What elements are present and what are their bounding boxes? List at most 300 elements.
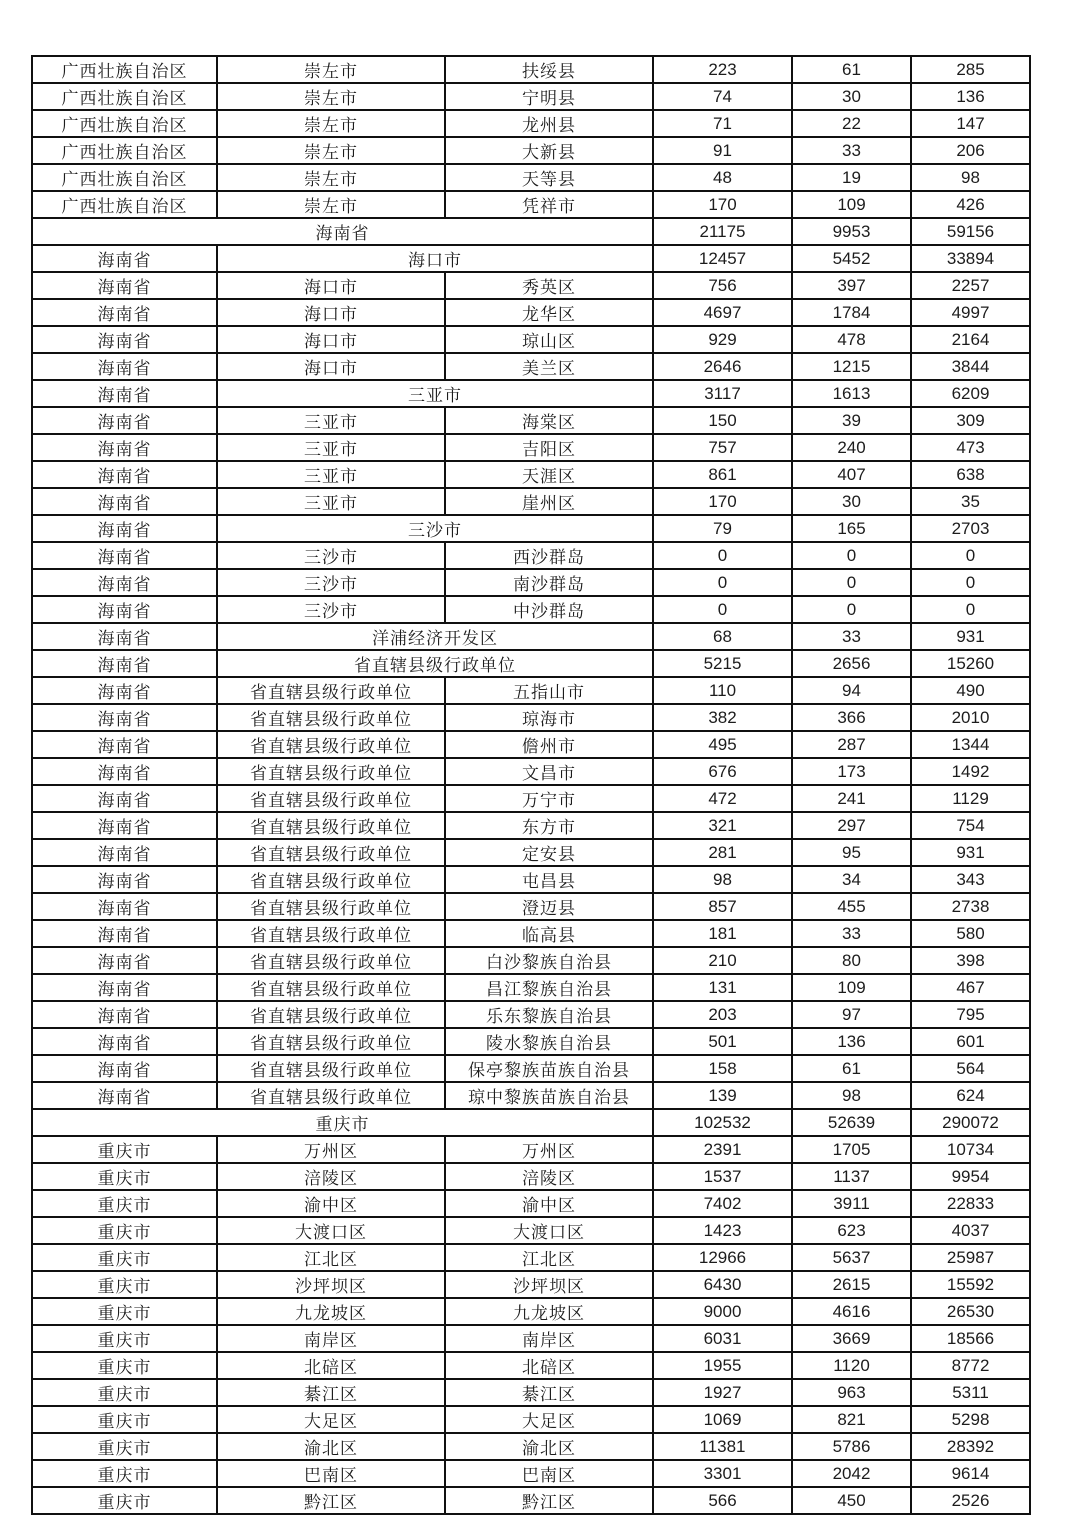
city-cell: 海口市 — [217, 299, 445, 326]
city-cell: 黔江区 — [217, 1487, 445, 1514]
value-col2-cell: 5786 — [792, 1433, 911, 1460]
table-row — [32, 353, 1030, 380]
value-col3-cell: 426 — [911, 191, 1030, 218]
city-cell: 崇左市 — [217, 137, 445, 164]
city-cell: 省直辖县级行政单位 — [217, 1028, 445, 1055]
table-row — [32, 974, 1030, 1001]
table-row — [32, 650, 1030, 677]
county-cell: 海棠区 — [445, 407, 653, 434]
value-col1-cell: 857 — [653, 893, 792, 920]
value-col1-cell: 181 — [653, 920, 792, 947]
city-cell: 三沙市 — [217, 596, 445, 623]
value-col3-cell: 98 — [911, 164, 1030, 191]
value-col2-cell: 97 — [792, 1001, 911, 1028]
value-col3-cell: 754 — [911, 812, 1030, 839]
county-cell: 大足区 — [445, 1406, 653, 1433]
city-cell: 省直辖县级行政单位 — [217, 677, 445, 704]
value-col3-cell: 601 — [911, 1028, 1030, 1055]
value-col3-cell: 2703 — [911, 515, 1030, 542]
table-row — [32, 299, 1030, 326]
city-cell: 綦江区 — [217, 1379, 445, 1406]
city-cell: 大渡口区 — [217, 1217, 445, 1244]
value-col3-cell: 2010 — [911, 704, 1030, 731]
value-col3-cell: 10734 — [911, 1136, 1030, 1163]
county-cell: 五指山市 — [445, 677, 653, 704]
city-cell: 省直辖县级行政单位 — [217, 812, 445, 839]
value-col1-cell: 3117 — [653, 380, 792, 407]
table-row — [32, 1352, 1030, 1379]
county-cell: 白沙黎族自治县 — [445, 947, 653, 974]
province-cell: 海南省 — [32, 488, 217, 515]
value-col2-cell: 109 — [792, 974, 911, 1001]
city-cell: 省直辖县级行政单位 — [217, 704, 445, 731]
value-col1-cell: 929 — [653, 326, 792, 353]
table-row — [32, 542, 1030, 569]
province-cell: 重庆市 — [32, 1163, 217, 1190]
table-row — [32, 110, 1030, 137]
province-cell: 海南省 — [32, 569, 217, 596]
city-cell: 崇左市 — [217, 83, 445, 110]
table-row — [32, 56, 1030, 83]
table-row — [32, 272, 1030, 299]
county-cell: 秀英区 — [445, 272, 653, 299]
province-cell: 海南省 — [32, 866, 217, 893]
county-cell: 黔江区 — [445, 1487, 653, 1514]
value-col2-cell: 33 — [792, 137, 911, 164]
value-col3-cell: 9614 — [911, 1460, 1030, 1487]
province-cell: 重庆市 — [32, 1298, 217, 1325]
value-col2-cell: 30 — [792, 488, 911, 515]
value-col3-cell: 15592 — [911, 1271, 1030, 1298]
value-col1-cell: 0 — [653, 542, 792, 569]
city-cell: 省直辖县级行政单位 — [217, 650, 653, 677]
county-cell: 江北区 — [445, 1244, 653, 1271]
county-cell: 万州区 — [445, 1136, 653, 1163]
county-cell: 万宁市 — [445, 785, 653, 812]
city-cell: 大足区 — [217, 1406, 445, 1433]
value-col2-cell: 1120 — [792, 1352, 911, 1379]
table-row — [32, 677, 1030, 704]
province-cell: 海南省 — [32, 974, 217, 1001]
value-col3-cell: 28392 — [911, 1433, 1030, 1460]
value-col2-cell: 241 — [792, 785, 911, 812]
city-cell: 省直辖县级行政单位 — [217, 920, 445, 947]
value-col1-cell: 98 — [653, 866, 792, 893]
value-col3-cell: 1129 — [911, 785, 1030, 812]
value-col3-cell: 147 — [911, 110, 1030, 137]
table-row — [32, 218, 1030, 245]
value-col2-cell: 478 — [792, 326, 911, 353]
value-col1-cell: 91 — [653, 137, 792, 164]
county-cell: 乐东黎族自治县 — [445, 1001, 653, 1028]
county-cell: 南岸区 — [445, 1325, 653, 1352]
county-cell: 凭祥市 — [445, 191, 653, 218]
city-cell: 省直辖县级行政单位 — [217, 1055, 445, 1082]
province-cell: 海南省 — [32, 434, 217, 461]
city-cell: 省直辖县级行政单位 — [217, 974, 445, 1001]
value-col2-cell: 33 — [792, 623, 911, 650]
value-col2-cell: 963 — [792, 1379, 911, 1406]
province-cell: 重庆市 — [32, 1136, 217, 1163]
table-row — [32, 434, 1030, 461]
value-col1-cell: 1069 — [653, 1406, 792, 1433]
value-col2-cell: 22 — [792, 110, 911, 137]
province-cell: 海南省 — [32, 785, 217, 812]
county-cell: 临高县 — [445, 920, 653, 947]
province-cell: 海南省 — [32, 947, 217, 974]
value-col1-cell: 6031 — [653, 1325, 792, 1352]
value-col2-cell: 109 — [792, 191, 911, 218]
value-col1-cell: 150 — [653, 407, 792, 434]
value-col3-cell: 2526 — [911, 1487, 1030, 1514]
table-row — [32, 1460, 1030, 1487]
province-cell: 海南省 — [32, 677, 217, 704]
value-col1-cell: 131 — [653, 974, 792, 1001]
table-row — [32, 1433, 1030, 1460]
table-row — [32, 326, 1030, 353]
value-col2-cell: 3911 — [792, 1190, 911, 1217]
province-cell: 重庆市 — [32, 1109, 653, 1136]
county-cell: 南沙群岛 — [445, 569, 653, 596]
value-col3-cell: 206 — [911, 137, 1030, 164]
table-row — [32, 488, 1030, 515]
value-col3-cell: 0 — [911, 596, 1030, 623]
value-col3-cell: 8772 — [911, 1352, 1030, 1379]
region-statistics-table — [31, 55, 1031, 1515]
province-cell: 海南省 — [32, 299, 217, 326]
value-col1-cell: 170 — [653, 488, 792, 515]
table-row — [32, 1055, 1030, 1082]
value-col2-cell: 0 — [792, 542, 911, 569]
value-col1-cell: 4697 — [653, 299, 792, 326]
value-col1-cell: 102532 — [653, 1109, 792, 1136]
county-cell: 屯昌县 — [445, 866, 653, 893]
value-col3-cell: 1492 — [911, 758, 1030, 785]
county-cell: 中沙群岛 — [445, 596, 653, 623]
value-col1-cell: 170 — [653, 191, 792, 218]
province-cell: 重庆市 — [32, 1271, 217, 1298]
city-cell: 三亚市 — [217, 407, 445, 434]
city-cell: 三亚市 — [217, 461, 445, 488]
table-row — [32, 1109, 1030, 1136]
province-cell: 海南省 — [32, 245, 217, 272]
table-row — [32, 866, 1030, 893]
province-cell: 广西壮族自治区 — [32, 56, 217, 83]
table-row — [32, 569, 1030, 596]
value-col3-cell: 3844 — [911, 353, 1030, 380]
value-col3-cell: 136 — [911, 83, 1030, 110]
table-row — [32, 839, 1030, 866]
value-col1-cell: 566 — [653, 1487, 792, 1514]
value-col3-cell: 9954 — [911, 1163, 1030, 1190]
province-cell: 广西壮族自治区 — [32, 164, 217, 191]
county-cell: 涪陵区 — [445, 1163, 653, 1190]
city-cell: 渝中区 — [217, 1190, 445, 1217]
table-row — [32, 1001, 1030, 1028]
value-col2-cell: 30 — [792, 83, 911, 110]
value-col1-cell: 9000 — [653, 1298, 792, 1325]
province-cell: 海南省 — [32, 515, 217, 542]
county-cell: 扶绥县 — [445, 56, 653, 83]
county-cell: 巴南区 — [445, 1460, 653, 1487]
table-row — [32, 704, 1030, 731]
city-cell: 海口市 — [217, 245, 653, 272]
value-col2-cell: 95 — [792, 839, 911, 866]
table-row — [32, 1379, 1030, 1406]
province-cell: 海南省 — [32, 1001, 217, 1028]
province-cell: 海南省 — [32, 623, 217, 650]
value-col2-cell: 136 — [792, 1028, 911, 1055]
city-cell: 省直辖县级行政单位 — [217, 1082, 445, 1109]
value-col3-cell: 33894 — [911, 245, 1030, 272]
city-cell: 省直辖县级行政单位 — [217, 866, 445, 893]
province-cell: 重庆市 — [32, 1244, 217, 1271]
county-cell: 渝中区 — [445, 1190, 653, 1217]
table-row — [32, 623, 1030, 650]
value-col3-cell: 473 — [911, 434, 1030, 461]
value-col3-cell: 22833 — [911, 1190, 1030, 1217]
table-row — [32, 461, 1030, 488]
province-cell: 海南省 — [32, 920, 217, 947]
county-cell: 沙坪坝区 — [445, 1271, 653, 1298]
value-col3-cell: 0 — [911, 569, 1030, 596]
province-cell: 海南省 — [32, 542, 217, 569]
value-col2-cell: 98 — [792, 1082, 911, 1109]
city-cell: 巴南区 — [217, 1460, 445, 1487]
city-cell: 三沙市 — [217, 542, 445, 569]
value-col1-cell: 210 — [653, 947, 792, 974]
value-col2-cell: 2615 — [792, 1271, 911, 1298]
table-row — [32, 245, 1030, 272]
city-cell: 涪陵区 — [217, 1163, 445, 1190]
table-row — [32, 1163, 1030, 1190]
value-col1-cell: 861 — [653, 461, 792, 488]
table-row — [32, 1487, 1030, 1514]
table-row — [32, 1325, 1030, 1352]
county-cell: 天涯区 — [445, 461, 653, 488]
value-col3-cell: 580 — [911, 920, 1030, 947]
value-col2-cell: 1613 — [792, 380, 911, 407]
value-col2-cell: 5637 — [792, 1244, 911, 1271]
city-cell: 海口市 — [217, 326, 445, 353]
city-cell: 南岸区 — [217, 1325, 445, 1352]
county-cell: 文昌市 — [445, 758, 653, 785]
province-cell: 海南省 — [32, 380, 217, 407]
value-col1-cell: 2646 — [653, 353, 792, 380]
value-col2-cell: 407 — [792, 461, 911, 488]
province-cell: 广西壮族自治区 — [32, 191, 217, 218]
value-col3-cell: 25987 — [911, 1244, 1030, 1271]
value-col2-cell: 0 — [792, 596, 911, 623]
county-cell: 琼海市 — [445, 704, 653, 731]
value-col2-cell: 2042 — [792, 1460, 911, 1487]
value-col3-cell: 285 — [911, 56, 1030, 83]
table-row — [32, 380, 1030, 407]
value-col1-cell: 12457 — [653, 245, 792, 272]
value-col3-cell: 931 — [911, 839, 1030, 866]
province-cell: 海南省 — [32, 272, 217, 299]
province-cell: 重庆市 — [32, 1190, 217, 1217]
value-col1-cell: 68 — [653, 623, 792, 650]
city-cell: 洋浦经济开发区 — [217, 623, 653, 650]
table-row — [32, 1244, 1030, 1271]
value-col1-cell: 71 — [653, 110, 792, 137]
county-cell: 琼中黎族苗族自治县 — [445, 1082, 653, 1109]
value-col1-cell: 7402 — [653, 1190, 792, 1217]
value-col3-cell: 467 — [911, 974, 1030, 1001]
table-row — [32, 407, 1030, 434]
value-col2-cell: 821 — [792, 1406, 911, 1433]
province-cell: 海南省 — [32, 839, 217, 866]
value-col3-cell: 564 — [911, 1055, 1030, 1082]
value-col3-cell: 624 — [911, 1082, 1030, 1109]
county-cell: 东方市 — [445, 812, 653, 839]
value-col1-cell: 74 — [653, 83, 792, 110]
value-col2-cell: 61 — [792, 1055, 911, 1082]
value-col3-cell: 290072 — [911, 1109, 1030, 1136]
value-col1-cell: 5215 — [653, 650, 792, 677]
table-row — [32, 1271, 1030, 1298]
province-cell: 海南省 — [32, 731, 217, 758]
value-col2-cell: 33 — [792, 920, 911, 947]
value-col3-cell: 59156 — [911, 218, 1030, 245]
county-cell: 渝北区 — [445, 1433, 653, 1460]
value-col1-cell: 21175 — [653, 218, 792, 245]
value-col3-cell: 6209 — [911, 380, 1030, 407]
value-col1-cell: 1955 — [653, 1352, 792, 1379]
value-col2-cell: 52639 — [792, 1109, 911, 1136]
value-col2-cell: 287 — [792, 731, 911, 758]
value-col1-cell: 676 — [653, 758, 792, 785]
value-col2-cell: 240 — [792, 434, 911, 461]
county-cell: 北碚区 — [445, 1352, 653, 1379]
value-col3-cell: 638 — [911, 461, 1030, 488]
value-col1-cell: 495 — [653, 731, 792, 758]
province-cell: 重庆市 — [32, 1460, 217, 1487]
province-cell: 海南省 — [32, 1028, 217, 1055]
city-cell: 三沙市 — [217, 515, 653, 542]
value-col1-cell: 1927 — [653, 1379, 792, 1406]
county-cell: 天等县 — [445, 164, 653, 191]
value-col1-cell: 223 — [653, 56, 792, 83]
county-cell: 崖州区 — [445, 488, 653, 515]
value-col2-cell: 173 — [792, 758, 911, 785]
city-cell: 省直辖县级行政单位 — [217, 785, 445, 812]
value-col1-cell: 1537 — [653, 1163, 792, 1190]
county-cell: 宁明县 — [445, 83, 653, 110]
value-col1-cell: 158 — [653, 1055, 792, 1082]
table-row — [32, 947, 1030, 974]
county-cell: 大渡口区 — [445, 1217, 653, 1244]
value-col1-cell: 79 — [653, 515, 792, 542]
value-col2-cell: 397 — [792, 272, 911, 299]
table-row — [32, 1082, 1030, 1109]
value-col2-cell: 3669 — [792, 1325, 911, 1352]
value-col1-cell: 501 — [653, 1028, 792, 1055]
table-row — [32, 1217, 1030, 1244]
value-col1-cell: 203 — [653, 1001, 792, 1028]
city-cell: 沙坪坝区 — [217, 1271, 445, 1298]
table-row — [32, 596, 1030, 623]
county-cell: 定安县 — [445, 839, 653, 866]
province-cell: 海南省 — [32, 704, 217, 731]
value-col2-cell: 34 — [792, 866, 911, 893]
city-cell: 海口市 — [217, 272, 445, 299]
value-col3-cell: 795 — [911, 1001, 1030, 1028]
value-col1-cell: 2391 — [653, 1136, 792, 1163]
city-cell: 省直辖县级行政单位 — [217, 758, 445, 785]
table-row — [32, 1298, 1030, 1325]
county-cell: 昌江黎族自治县 — [445, 974, 653, 1001]
province-cell: 海南省 — [32, 407, 217, 434]
value-col2-cell: 1784 — [792, 299, 911, 326]
county-cell: 吉阳区 — [445, 434, 653, 461]
city-cell: 省直辖县级行政单位 — [217, 893, 445, 920]
city-cell: 崇左市 — [217, 56, 445, 83]
province-cell: 海南省 — [32, 326, 217, 353]
value-col1-cell: 12966 — [653, 1244, 792, 1271]
value-col1-cell: 757 — [653, 434, 792, 461]
value-col1-cell: 6430 — [653, 1271, 792, 1298]
value-col3-cell: 5298 — [911, 1406, 1030, 1433]
value-col3-cell: 398 — [911, 947, 1030, 974]
value-col3-cell: 18566 — [911, 1325, 1030, 1352]
province-cell: 重庆市 — [32, 1487, 217, 1514]
city-cell: 三亚市 — [217, 434, 445, 461]
city-cell: 海口市 — [217, 353, 445, 380]
value-col2-cell: 9953 — [792, 218, 911, 245]
county-cell: 澄迈县 — [445, 893, 653, 920]
city-cell: 三亚市 — [217, 488, 445, 515]
value-col1-cell: 139 — [653, 1082, 792, 1109]
county-cell: 陵水黎族自治县 — [445, 1028, 653, 1055]
table-row — [32, 164, 1030, 191]
city-cell: 三亚市 — [217, 380, 653, 407]
value-col1-cell: 3301 — [653, 1460, 792, 1487]
province-cell: 海南省 — [32, 758, 217, 785]
value-col3-cell: 309 — [911, 407, 1030, 434]
value-col2-cell: 80 — [792, 947, 911, 974]
value-col3-cell: 1344 — [911, 731, 1030, 758]
city-cell: 崇左市 — [217, 110, 445, 137]
county-cell: 龙华区 — [445, 299, 653, 326]
value-col2-cell: 0 — [792, 569, 911, 596]
city-cell: 万州区 — [217, 1136, 445, 1163]
table-row — [32, 1028, 1030, 1055]
value-col2-cell: 165 — [792, 515, 911, 542]
value-col3-cell: 490 — [911, 677, 1030, 704]
province-cell: 海南省 — [32, 650, 217, 677]
county-cell: 美兰区 — [445, 353, 653, 380]
value-col3-cell: 0 — [911, 542, 1030, 569]
value-col2-cell: 39 — [792, 407, 911, 434]
value-col2-cell: 1215 — [792, 353, 911, 380]
value-col2-cell: 297 — [792, 812, 911, 839]
table-row — [32, 83, 1030, 110]
value-col2-cell: 61 — [792, 56, 911, 83]
value-col2-cell: 5452 — [792, 245, 911, 272]
value-col2-cell: 4616 — [792, 1298, 911, 1325]
province-cell: 海南省 — [32, 461, 217, 488]
city-cell: 省直辖县级行政单位 — [217, 947, 445, 974]
county-cell: 保亭黎族苗族自治县 — [445, 1055, 653, 1082]
province-cell: 海南省 — [32, 596, 217, 623]
province-cell: 海南省 — [32, 1055, 217, 1082]
city-cell: 省直辖县级行政单位 — [217, 839, 445, 866]
table-row — [32, 758, 1030, 785]
value-col2-cell: 1705 — [792, 1136, 911, 1163]
value-col1-cell: 48 — [653, 164, 792, 191]
